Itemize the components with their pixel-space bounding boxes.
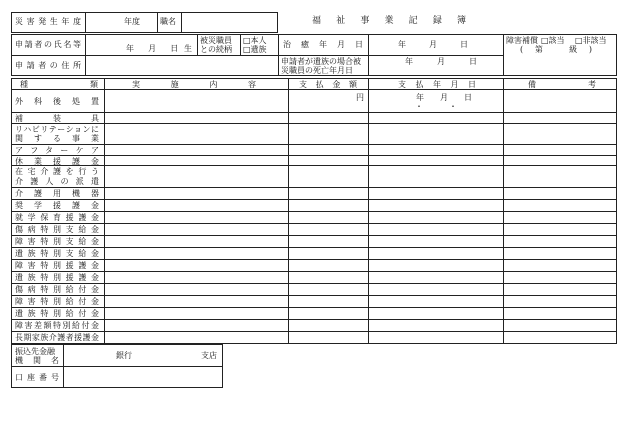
job-name-label: 職名 <box>160 17 176 26</box>
table-row-divider <box>11 187 617 188</box>
kind-label: 補装具 <box>15 114 99 123</box>
dob-unit: 年 月 日生 <box>126 44 192 53</box>
table-row-divider <box>11 211 617 212</box>
kind-label: アフターケア <box>15 146 99 155</box>
kind-label: 傷病特別給付金 <box>15 285 99 294</box>
table-row-divider <box>11 307 617 308</box>
col-remarks-header: 備 考 <box>528 80 596 89</box>
table-row-divider <box>11 247 617 248</box>
death-date-value: 年 月 日 <box>405 57 477 66</box>
kind-label: 在宅介護を行う <box>15 167 99 176</box>
kind-label: 遺族特別援護金 <box>15 273 99 282</box>
kind-label: 障害特別援護金 <box>15 261 99 270</box>
col-kind-header: 種 類 <box>20 80 98 89</box>
kind-label: 外科後処置 <box>15 97 99 106</box>
option-family: □遺族 <box>243 45 267 54</box>
bank-institution-label-2: 機関名 <box>15 356 59 365</box>
kind-label: 遺族特別給付金 <box>15 309 99 318</box>
option-self: □本人 <box>243 36 267 45</box>
date-dot-2: ・ <box>449 102 457 111</box>
kind-label: 障害特別給付金 <box>15 297 99 306</box>
table-row-divider <box>11 295 617 296</box>
heal-date-value: 年 月 日 <box>398 40 468 49</box>
payment-date-unit: 年 月 日 <box>416 93 472 102</box>
table-column-divider <box>368 78 369 344</box>
heal-date-label: 治 癒 年 月 日 <box>283 40 363 49</box>
branch-unit: 支店 <box>201 351 217 360</box>
kind-label: 就学保育援護金 <box>15 213 99 222</box>
kind-label: 介護用機器 <box>15 189 99 198</box>
death-date-label-1: 申請者が遺族の場合被 <box>281 57 361 66</box>
kind-label: 奨学援護金 <box>15 201 99 210</box>
kind-label: 傷病特別支給金 <box>15 225 99 234</box>
disability-not-applicable: □非該当 <box>575 36 607 45</box>
table-row-divider <box>11 259 617 260</box>
kind-label: 障害差額特別給付金 <box>15 321 99 330</box>
relation-label-2: との続柄 <box>200 45 232 54</box>
table-row-divider <box>11 271 617 272</box>
table-row-divider <box>11 319 617 320</box>
relation-label-1: 被災職員 <box>200 36 232 45</box>
disability-grade: (第 級) <box>520 45 592 54</box>
kind-label: 障害特別支給金 <box>15 237 99 246</box>
year-unit: 年度 <box>124 17 140 26</box>
table-column-divider <box>288 78 289 344</box>
yen-unit: 円 <box>356 93 364 102</box>
table-row-divider <box>11 112 617 113</box>
applicant-name-label: 申請者の氏名等 <box>15 40 81 49</box>
disaster-year-label: 災害発生年度 <box>15 17 81 26</box>
disability-label: 障害補償 <box>506 36 538 45</box>
kind-label: 長期家族介護者援護金 <box>15 333 99 342</box>
death-date-label-2: 災職員の死亡年月日 <box>281 66 353 75</box>
col-amount-header: 支 払 金 額 <box>299 80 357 89</box>
table-row-divider <box>11 165 617 166</box>
date-dot-1: ・ <box>415 102 423 111</box>
kind-label: 関する事業 <box>15 134 99 143</box>
col-date-header: 支 払 年 月 日 <box>398 80 476 89</box>
col-content-header: 実 施 内 容 <box>132 80 256 89</box>
kind-label: 介護人の派遣 <box>15 177 99 186</box>
bank-institution-label-1: 振込先金融 <box>15 347 55 356</box>
table-row-divider <box>11 155 617 156</box>
table-row-divider <box>11 223 617 224</box>
table-row-divider <box>11 235 617 236</box>
kind-label: 休業援護金 <box>15 157 99 166</box>
account-number-label: 口座番号 <box>15 373 59 382</box>
table-row-divider <box>11 144 617 145</box>
table-row-divider <box>11 123 617 124</box>
table-column-divider <box>503 78 504 344</box>
table-row-divider <box>11 331 617 332</box>
table-row-divider <box>11 199 617 200</box>
kind-label: リハビリテーションに <box>15 125 99 134</box>
table-row-divider <box>11 89 617 90</box>
applicant-address-label: 申請者の住所 <box>15 61 81 70</box>
kind-label: 遺族特別支給金 <box>15 249 99 258</box>
bank-unit: 銀行 <box>116 351 132 360</box>
page-title: 福祉事業記録簿 <box>312 16 466 26</box>
disability-applicable: □該当 <box>541 36 565 45</box>
table-row-divider <box>11 283 617 284</box>
table-column-divider <box>104 78 105 344</box>
